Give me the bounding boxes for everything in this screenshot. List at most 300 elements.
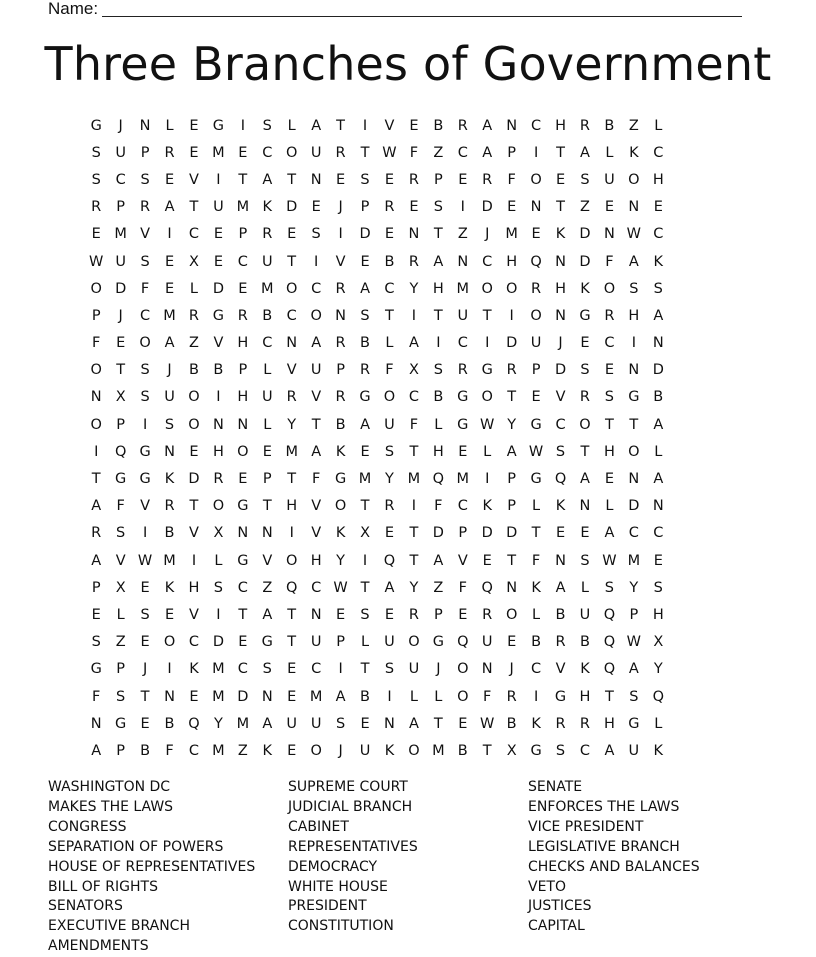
grid-cell: R: [359, 362, 371, 379]
grid-cell: N: [555, 307, 566, 324]
grid-cell: K: [580, 661, 590, 678]
grid-cell: E: [580, 335, 590, 352]
grid-cell: B: [555, 606, 566, 623]
grid-cell: M: [163, 552, 176, 569]
grid-cell: N: [506, 117, 518, 134]
word-column-2: [288, 778, 418, 937]
grid-cell: Z: [433, 579, 444, 596]
grid-cell: T: [507, 389, 517, 406]
grid-cell: F: [311, 471, 321, 488]
grid-cell: A: [335, 688, 346, 705]
grid-cell: T: [360, 498, 370, 515]
grid-cell: U: [408, 661, 420, 678]
grid-cell: R: [164, 144, 175, 161]
grid-cell: B: [140, 742, 151, 759]
grid-cell: D: [506, 525, 518, 542]
grid-cell: R: [408, 253, 419, 270]
grid-cell: L: [385, 335, 394, 352]
grid-cell: R: [482, 606, 493, 623]
grid-cell: V: [555, 389, 566, 406]
grid-cell: V: [213, 335, 224, 352]
grid-cell: I: [485, 471, 490, 488]
grid-cell: N: [530, 199, 542, 216]
word-item: CHECKS AND BALANCES: [528, 858, 700, 875]
grid-cell: B: [579, 634, 590, 651]
grid-cell: W: [89, 253, 104, 270]
grid-cell: O: [188, 416, 200, 433]
grid-cell: P: [238, 226, 248, 243]
grid-cell: R: [335, 335, 346, 352]
grid-cell: R: [335, 280, 346, 297]
grid-cell: H: [310, 552, 322, 569]
grid-cell: N: [628, 471, 640, 488]
grid-cell: F: [409, 416, 419, 433]
grid-cell: K: [189, 661, 199, 678]
grid-cell: B: [457, 742, 468, 759]
grid-cell: Y: [409, 280, 419, 297]
grid-cell: J: [338, 742, 343, 759]
grid-cell: B: [262, 307, 273, 324]
grid-cell: G: [432, 634, 444, 651]
grid-cell: J: [509, 661, 514, 678]
grid-cell: M: [627, 552, 641, 569]
name-field: [48, 0, 748, 20]
grid-cell: G: [261, 634, 273, 651]
grid-cell: G: [90, 661, 102, 678]
grid-cell: K: [531, 715, 541, 732]
grid-cell: Y: [336, 552, 346, 569]
grid-cell: E: [653, 199, 663, 216]
grid-cell: N: [628, 199, 640, 216]
grid-cell: E: [360, 443, 370, 460]
grid-cell: N: [652, 335, 664, 352]
grid-cell: S: [604, 579, 615, 596]
grid-cell: T: [433, 226, 443, 243]
grid-cell: V: [311, 498, 322, 515]
grid-cell: T: [409, 525, 419, 542]
grid-cell: T: [287, 253, 297, 270]
grid-cell: I: [142, 416, 148, 433]
grid-cell: M: [407, 471, 421, 488]
grid-cell: O: [188, 389, 200, 406]
grid-cell: T: [262, 498, 272, 515]
grid-cell: G: [359, 389, 371, 406]
grid-cell: O: [90, 362, 102, 379]
grid-cell: C: [555, 416, 566, 433]
grid-cell: G: [530, 742, 542, 759]
grid-cell: Q: [114, 443, 127, 460]
grid-cell: O: [310, 742, 322, 759]
grid-cell: Q: [603, 606, 616, 623]
grid-cell: B: [335, 416, 346, 433]
grid-cell: P: [140, 144, 150, 161]
grid-cell: U: [481, 634, 493, 651]
grid-row: [84, 221, 732, 248]
grid-cell: E: [287, 226, 297, 243]
grid-cell: T: [629, 416, 639, 433]
grid-cell: K: [653, 253, 664, 270]
grid-cell: C: [384, 280, 395, 297]
grid-cell: C: [237, 661, 248, 678]
grid-cell: T: [189, 199, 199, 216]
grid-cell: G: [237, 552, 249, 569]
grid-cell: I: [436, 335, 441, 352]
grid-cell: C: [237, 253, 248, 270]
grid-cell: D: [628, 498, 640, 515]
grid-cell: U: [457, 307, 469, 324]
grid-cell: R: [506, 688, 517, 705]
grid-cell: S: [140, 362, 150, 379]
grid-cell: E: [287, 661, 297, 678]
grid-cell: V: [555, 661, 566, 678]
grid-cell: G: [579, 307, 591, 324]
grid-cell: H: [432, 443, 444, 460]
grid-cell: S: [604, 389, 615, 406]
grid-cell: J: [142, 661, 148, 678]
grid-cell: A: [91, 552, 102, 569]
grid-cell: Z: [628, 117, 639, 134]
word-column-3: [528, 778, 700, 937]
grid-cell: N: [237, 416, 249, 433]
grid-cell: E: [140, 579, 150, 596]
grid-cell: R: [286, 389, 297, 406]
grid-cell: F: [605, 253, 614, 270]
word-item: JUSTICES: [528, 898, 592, 915]
grid-cell: Q: [603, 634, 616, 651]
grid-cell: S: [164, 416, 175, 433]
grid-cell: K: [335, 525, 346, 542]
grid-cell: T: [385, 307, 394, 324]
grid-cell: S: [116, 688, 126, 705]
grid-cell: P: [91, 579, 101, 596]
grid-cell: R: [335, 144, 346, 161]
grid-cell: Q: [603, 661, 616, 678]
grid-cell: N: [310, 606, 322, 623]
grid-cell: M: [285, 443, 298, 460]
grid-cell: F: [458, 579, 467, 596]
grid-cell: M: [309, 688, 323, 705]
grid-cell: E: [409, 199, 419, 216]
grid-cell: F: [531, 552, 541, 569]
grid-cell: E: [507, 634, 517, 651]
grid-cell: C: [311, 661, 322, 678]
grid-cell: L: [605, 144, 614, 161]
grid-cell: S: [433, 362, 443, 379]
grid-cell: O: [163, 634, 176, 651]
grid-cell: U: [628, 742, 640, 759]
grid-cell: Z: [237, 742, 248, 759]
grid-cell: J: [167, 362, 172, 379]
grid-cell: O: [408, 634, 420, 651]
grid-cell: H: [212, 443, 224, 460]
grid-cell: S: [653, 280, 663, 297]
grid-cell: O: [505, 606, 518, 623]
grid-cell: K: [482, 498, 492, 515]
grid-cell: T: [287, 471, 297, 488]
grid-cell: P: [116, 661, 126, 678]
grid-cell: G: [139, 443, 151, 460]
grid-cell: V: [311, 525, 322, 542]
grid-cell: R: [384, 498, 395, 515]
grid-cell: A: [433, 552, 444, 569]
grid-cell: O: [237, 443, 249, 460]
grid-cell: K: [629, 144, 639, 161]
grid-row: [84, 656, 732, 683]
grid-cell: F: [507, 171, 516, 188]
grid-cell: E: [653, 552, 663, 569]
grid-cell: O: [90, 280, 102, 297]
word-item: VETO: [528, 878, 566, 895]
grid-cell: D: [481, 525, 493, 542]
grid-cell: L: [189, 280, 199, 297]
grid-cell: W: [137, 552, 153, 569]
grid-row: [84, 601, 732, 628]
grid-cell: I: [289, 525, 294, 542]
grid-cell: V: [140, 498, 151, 515]
grid-cell: D: [212, 634, 224, 651]
grid-cell: I: [362, 552, 368, 569]
grid-cell: I: [411, 307, 417, 324]
grid-cell: F: [385, 362, 394, 379]
grid-cell: E: [482, 552, 492, 569]
grid-cell: W: [480, 416, 495, 433]
grid-cell: N: [310, 171, 322, 188]
grid-cell: E: [311, 199, 321, 216]
grid-cell: G: [628, 715, 640, 732]
grid-cell: E: [336, 606, 346, 623]
grid-cell: F: [92, 335, 101, 352]
grid-cell: P: [531, 362, 541, 379]
grid-cell: L: [605, 498, 614, 515]
grid-cell: E: [409, 117, 419, 134]
grid-cell: G: [334, 471, 347, 488]
grid-cell: G: [90, 117, 102, 134]
grid-cell: A: [360, 280, 370, 297]
grid-cell: A: [628, 661, 639, 678]
grid-cell: Y: [409, 579, 419, 596]
grid-cell: C: [140, 307, 151, 324]
grid-cell: V: [115, 552, 126, 569]
word-item: CABINET: [288, 818, 349, 835]
word-item: JUDICIAL BRANCH: [288, 798, 413, 815]
grid-cell: L: [360, 634, 370, 651]
grid-cell: D: [188, 471, 200, 488]
grid-cell: M: [236, 199, 250, 216]
grid-cell: S: [580, 362, 590, 379]
grid-cell: T: [238, 171, 248, 188]
grid-cell: V: [335, 253, 346, 270]
grid-cell: H: [555, 280, 566, 297]
grid-cell: I: [362, 117, 368, 134]
grid-cell: V: [189, 171, 199, 188]
grid-cell: E: [336, 171, 346, 188]
grid-cell: P: [507, 498, 517, 515]
grid-cell: S: [360, 171, 370, 188]
grid-cell: H: [237, 389, 249, 406]
grid-cell: Q: [286, 579, 298, 596]
grid-cell: S: [629, 688, 639, 705]
grid-cell: S: [140, 389, 150, 406]
grid-cell: T: [409, 552, 419, 569]
grid-cell: N: [481, 661, 493, 678]
grid-cell: B: [360, 335, 370, 352]
grid-cell: T: [604, 688, 614, 705]
grid-cell: F: [409, 144, 419, 161]
word-item: BILL OF RIGHTS: [48, 878, 158, 895]
grid-cell: A: [604, 742, 615, 759]
grid-cell: B: [653, 389, 664, 406]
grid-cell: P: [262, 471, 272, 488]
grid-cell: C: [653, 226, 664, 243]
grid-cell: D: [652, 362, 664, 379]
grid-cell: E: [213, 226, 223, 243]
grid-cell: E: [189, 688, 199, 705]
grid-cell: L: [434, 688, 443, 705]
grid-cell: I: [142, 525, 148, 542]
grid-cell: R: [213, 471, 224, 488]
grid-cell: M: [212, 661, 225, 678]
grid-cell: L: [654, 715, 663, 732]
grid-cell: V: [286, 362, 297, 379]
grid-cell: R: [457, 117, 468, 134]
grid-cell: K: [531, 579, 541, 596]
grid-cell: T: [238, 606, 248, 623]
grid-cell: L: [165, 117, 174, 134]
grid-cell: L: [654, 443, 663, 460]
grid-cell: S: [91, 634, 101, 651]
grid-cell: O: [505, 280, 518, 297]
grid-cell: U: [115, 253, 126, 270]
grid-cell: N: [90, 389, 102, 406]
grid-cell: I: [94, 443, 99, 460]
word-column-1: [48, 778, 255, 957]
grid-cell: I: [338, 226, 343, 243]
word-item: SEPARATION OF POWERS: [48, 838, 224, 855]
word-item: PRESIDENT: [288, 898, 367, 915]
grid-cell: E: [287, 688, 297, 705]
grid-cell: O: [457, 688, 469, 705]
grid-cell: X: [115, 389, 126, 406]
grid-cell: H: [286, 498, 298, 515]
grid-cell: S: [433, 199, 443, 216]
grid-cell: U: [579, 606, 591, 623]
grid-row: [84, 438, 732, 465]
grid-cell: I: [240, 117, 245, 134]
grid-cell: E: [238, 471, 248, 488]
grid-cell: P: [360, 199, 370, 216]
grid-row: [84, 629, 732, 656]
grid-cell: B: [604, 117, 615, 134]
grid-cell: E: [164, 171, 175, 188]
grid-cell: K: [555, 226, 566, 243]
grid-cell: G: [530, 471, 542, 488]
grid-cell: P: [433, 606, 443, 623]
grid-cell: C: [531, 117, 542, 134]
grid-cell: S: [653, 579, 663, 596]
grid-cell: N: [164, 443, 175, 460]
grid-cell: A: [164, 199, 175, 216]
grid-cell: M: [432, 742, 445, 759]
grid-cell: O: [481, 389, 493, 406]
grid-cell: B: [360, 688, 370, 705]
grid-cell: P: [458, 525, 468, 542]
grid-cell: C: [286, 307, 297, 324]
grid-cell: X: [213, 525, 224, 542]
grid-cell: H: [628, 307, 640, 324]
grid-cell: A: [91, 498, 102, 515]
grid-row: [84, 302, 732, 329]
grid-cell: E: [384, 226, 395, 243]
grid-cell: N: [261, 525, 273, 542]
grid-cell: R: [506, 362, 517, 379]
word-item: MAKES THE LAWS: [48, 798, 174, 815]
grid-cell: A: [262, 171, 273, 188]
grid-cell: I: [533, 144, 539, 161]
grid-row: [84, 547, 732, 574]
grid-cell: T: [531, 525, 541, 542]
grid-cell: A: [311, 335, 322, 352]
grid-cell: C: [579, 742, 591, 759]
grid-cell: K: [580, 280, 590, 297]
grid-cell: E: [555, 171, 566, 188]
grid-cell: A: [433, 253, 444, 270]
grid-cell: M: [505, 226, 518, 243]
grid-cell: T: [556, 144, 565, 161]
grid-cell: N: [139, 117, 151, 134]
grid-cell: S: [360, 606, 370, 623]
grid-cell: A: [384, 579, 395, 596]
grid-row: [84, 166, 732, 193]
word-item: EXECUTIVE BRANCH: [48, 918, 190, 935]
grid-cell: F: [140, 280, 150, 297]
grid-cell: S: [335, 715, 346, 732]
grid-cell: C: [408, 389, 419, 406]
grid-cell: T: [336, 117, 346, 134]
grid-cell: T: [482, 307, 492, 324]
grid-cell: L: [434, 416, 443, 433]
grid-cell: R: [262, 226, 273, 243]
grid-cell: E: [507, 199, 517, 216]
grid-cell: P: [336, 634, 345, 651]
grid-cell: E: [189, 144, 199, 161]
grid-cell: K: [262, 742, 273, 759]
grid-cell: E: [384, 171, 395, 188]
grid-cell: D: [237, 688, 249, 705]
grid-cell: C: [188, 226, 200, 243]
grid-row: [84, 330, 732, 357]
grid-cell: G: [115, 471, 127, 488]
word-item: WHITE HOUSE: [288, 878, 388, 895]
grid-cell: T: [580, 443, 590, 460]
grid-cell: L: [263, 416, 272, 433]
grid-cell: B: [433, 389, 444, 406]
grid-cell: Z: [189, 335, 199, 352]
grid-cell: N: [555, 552, 566, 569]
grid-row: [84, 737, 732, 764]
grid-cell: R: [140, 199, 151, 216]
grid-cell: O: [628, 171, 640, 188]
grid-cell: R: [457, 362, 468, 379]
grid-cell: U: [310, 144, 322, 161]
grid-cell: P: [507, 144, 517, 161]
grid-cell: X: [653, 634, 664, 651]
grid-cell: I: [509, 307, 514, 324]
grid-cell: H: [652, 606, 664, 623]
grid-cell: P: [507, 471, 517, 488]
grid-cell: L: [263, 362, 272, 379]
grid-cell: W: [480, 715, 495, 732]
word-item: DEMOCRACY: [288, 858, 378, 875]
